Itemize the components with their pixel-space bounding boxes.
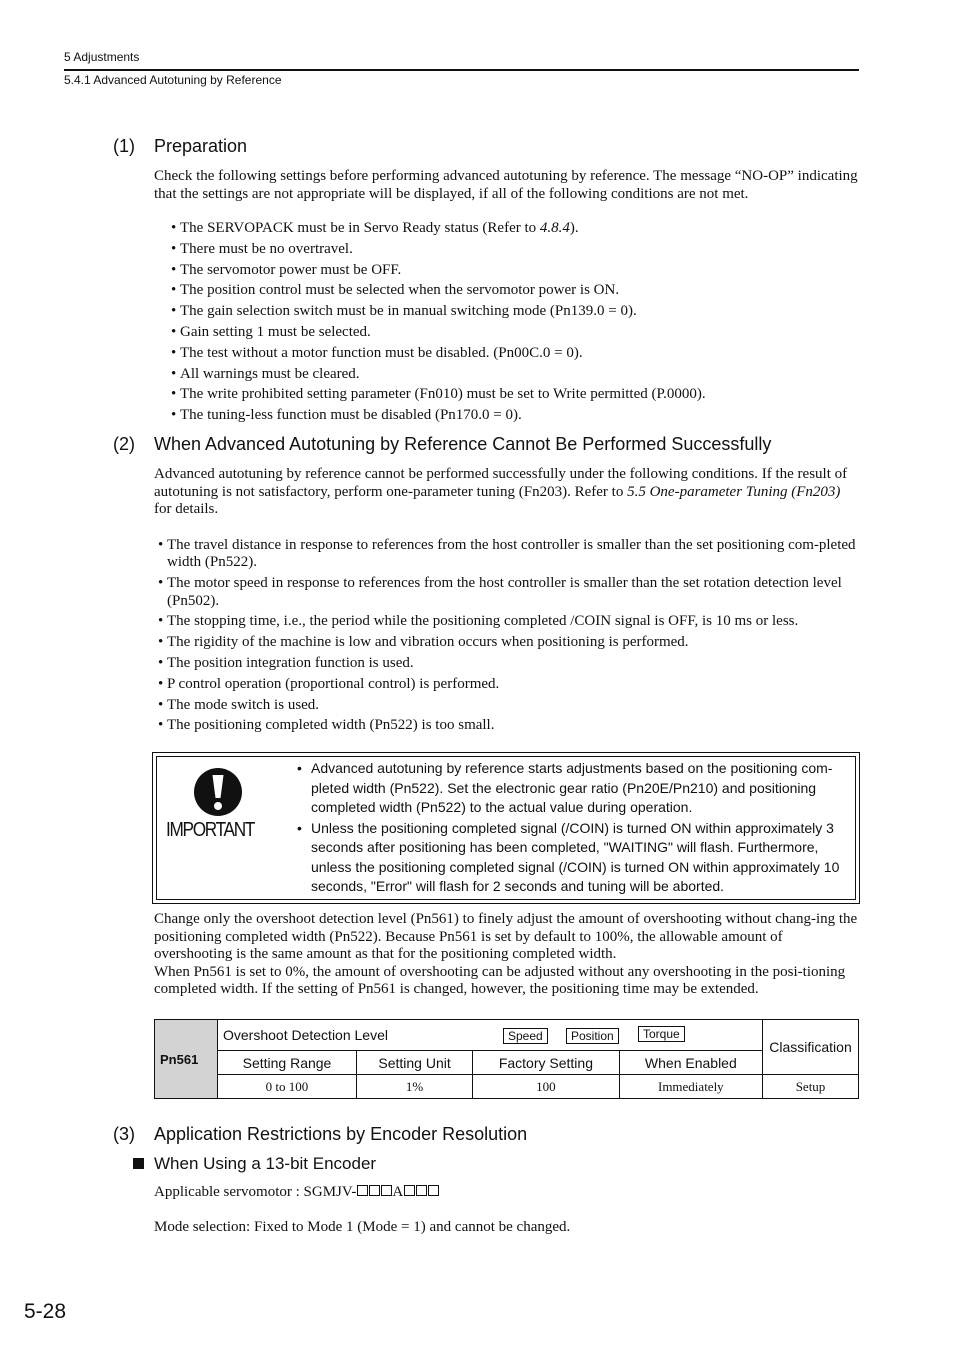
important-notice-inner: [156, 756, 856, 900]
heading-number: (2): [113, 434, 135, 454]
heading-unsuccessful: [113, 434, 771, 455]
list-item: • The travel distance in response to references from the host controller is smaller than the set positioning com-pleted width (Pn522).: [158, 537, 860, 572]
heading-title: Preparation: [154, 136, 248, 156]
table-header-cell: Setting Range: [218, 1051, 357, 1075]
heading-encoder-restrictions: [113, 1124, 527, 1145]
table-header-cell: Setting Unit: [356, 1051, 472, 1075]
heading-number: (1): [113, 136, 135, 156]
square-bullet-icon: [133, 1158, 144, 1169]
table-cell: 1%: [356, 1075, 472, 1099]
exclamation-icon: [193, 767, 243, 817]
list-item: • The stopping time, i.e., the period while the positioning completed /COIN signal is OFF, is 10 ms or less.: [158, 613, 860, 630]
subheading-text: When Using a 13-bit Encoder: [154, 1154, 377, 1173]
placeholder-box-icon: [428, 1185, 439, 1196]
section-reference: 4.8.4: [539, 220, 570, 236]
list-item: • Gain setting 1 must be selected.: [171, 322, 861, 343]
preparation-intro: Check the following settings before performing advanced autotuning by reference. The message “NO-OP” indicating that the settings are not appropriate will be displayed, if all of the following conditions are not met.: [154, 168, 858, 202]
placeholder-box-icon: [381, 1185, 392, 1196]
parameter-name: Overshoot Detection Level: [223, 1027, 388, 1043]
table-cell: 0 to 100: [218, 1075, 357, 1099]
placeholder-box-icon: [357, 1185, 368, 1196]
list-item: • The motor speed in response to references from the host controller is smaller than the set rotation detection level (Pn502).: [158, 575, 860, 610]
control-mode-tag-position: Position: [566, 1028, 619, 1044]
parameter-number: Pn561: [155, 1020, 218, 1099]
list-item: • The gain selection switch must be in manual switching mode (Pn139.0 = 0).: [171, 301, 861, 322]
classification-header: Classification: [763, 1020, 859, 1075]
list-item: • The write prohibited setting parameter (Fn010) must be set to Write permitted (P.0000).: [171, 384, 861, 405]
list-item: • The rigidity of the machine is low and vibration occurs when positioning is performed.: [158, 634, 860, 651]
list-item: • The positioning completed width (Pn522) is too small.: [158, 717, 860, 734]
heading-title: When Advanced Autotuning by Reference Cannot Be Performed Successfully: [154, 434, 772, 454]
placeholder-box-icon: [404, 1185, 415, 1196]
classification-value: Setup: [763, 1075, 859, 1099]
list-item: • Unless the positioning completed signal (/COIN) is turned ON within approximately 3 seconds after positioning has been completed, "WAITING" will flash. Furthermore, unless the positioning completed signal (/COIN) is turned ON within approximately 10 seconds, "Error" will flash for 2 seconds and tuning will be aborted.: [297, 819, 853, 897]
control-mode-tag-torque: Torque: [638, 1026, 685, 1042]
list-item: • P control operation (proportional control) is performed.: [158, 676, 860, 693]
table-cell: Immediately: [619, 1075, 762, 1099]
table-header-cell: When Enabled: [619, 1051, 762, 1075]
applicable-servomotor: Applicable servomotor : SGMJV- A: [154, 1184, 860, 1202]
list-item: • All warnings must be cleared.: [171, 364, 861, 385]
unsuccessful-intro: Advanced autotuning by reference cannot be performed successfully under the following conditions. If the result of autotuning is not satisfactory, perform one-parameter tuning (Fn203). Refer to 5.5 One-parameter Tuning (Fn203) for details.: [154, 466, 848, 517]
list-item: • The mode switch is used.: [158, 697, 860, 714]
subheading-13bit: [133, 1154, 376, 1174]
heading-preparation: [113, 136, 247, 157]
important-notice: [152, 752, 860, 904]
list-item: • Advanced autotuning by reference starts adjustments based on the positioning com-pleted width (Pn522). Set the electronic gear ratio (Pn20E/Pn210) and positioning completed width (Pn522) to the actual value during operation.: [297, 759, 853, 818]
mode-selection: Mode selection: Fixed to Mode 1 (Mode = 1) and cannot be changed.: [154, 1219, 571, 1235]
unsuccessful-conditions: [158, 537, 860, 738]
list-item: • The position control must be selected when the servomotor power is ON.: [171, 280, 861, 301]
list-item: • The test without a motor function must be disabled. (Pn00C.0 = 0).: [171, 343, 861, 364]
header-chapter: 5 Adjustments: [64, 50, 140, 64]
list-item: • The servomotor power must be OFF.: [171, 260, 861, 281]
control-mode-tag-speed: Speed: [503, 1028, 548, 1044]
list-item: • There must be no overtravel.: [171, 239, 861, 260]
important-label: IMPORTANT: [166, 819, 255, 841]
heading-title: Application Restrictions by Encoder Resolution: [154, 1124, 528, 1144]
preparation-conditions: [171, 218, 861, 426]
list-item: • The SERVOPACK must be in Servo Ready status (Refer to 4.8.4).: [171, 218, 861, 239]
parameter-table: [154, 1019, 859, 1099]
table-cell: 100: [473, 1075, 620, 1099]
table-header-cell: Factory Setting: [473, 1051, 620, 1075]
page-number: 5-28: [24, 1300, 67, 1323]
list-item: • The position integration function is used.: [158, 655, 860, 672]
placeholder-box-icon: [416, 1185, 427, 1196]
placeholder-box-icon: [369, 1185, 380, 1196]
important-list: [297, 759, 853, 898]
parameter-name-cell: [218, 1020, 763, 1051]
header-rule: [64, 69, 859, 71]
overshoot-paragraph: Change only the overshoot detection level (Pn561) to finely adjust the amount of overshooting without chang-ing the positioning completed width (Pn522). Because Pn561 is set by default to 100%, the allowable amount of overshooting is the same amount as that for the positioning completed width. When Pn561 is set to 0%, the amount of overshooting can be adjusted without any overshooting in the posi-tioning completed width. If the setting of Pn561 is changed, however, the positioning time may be extended.: [154, 911, 858, 997]
section-reference: 5.5 One-parameter Tuning (Fn203): [627, 483, 841, 500]
heading-number: (3): [113, 1124, 135, 1144]
header-section: 5.4.1 Advanced Autotuning by Reference: [64, 73, 282, 87]
list-item: • The tuning-less function must be disabled (Pn170.0 = 0).: [171, 405, 861, 426]
